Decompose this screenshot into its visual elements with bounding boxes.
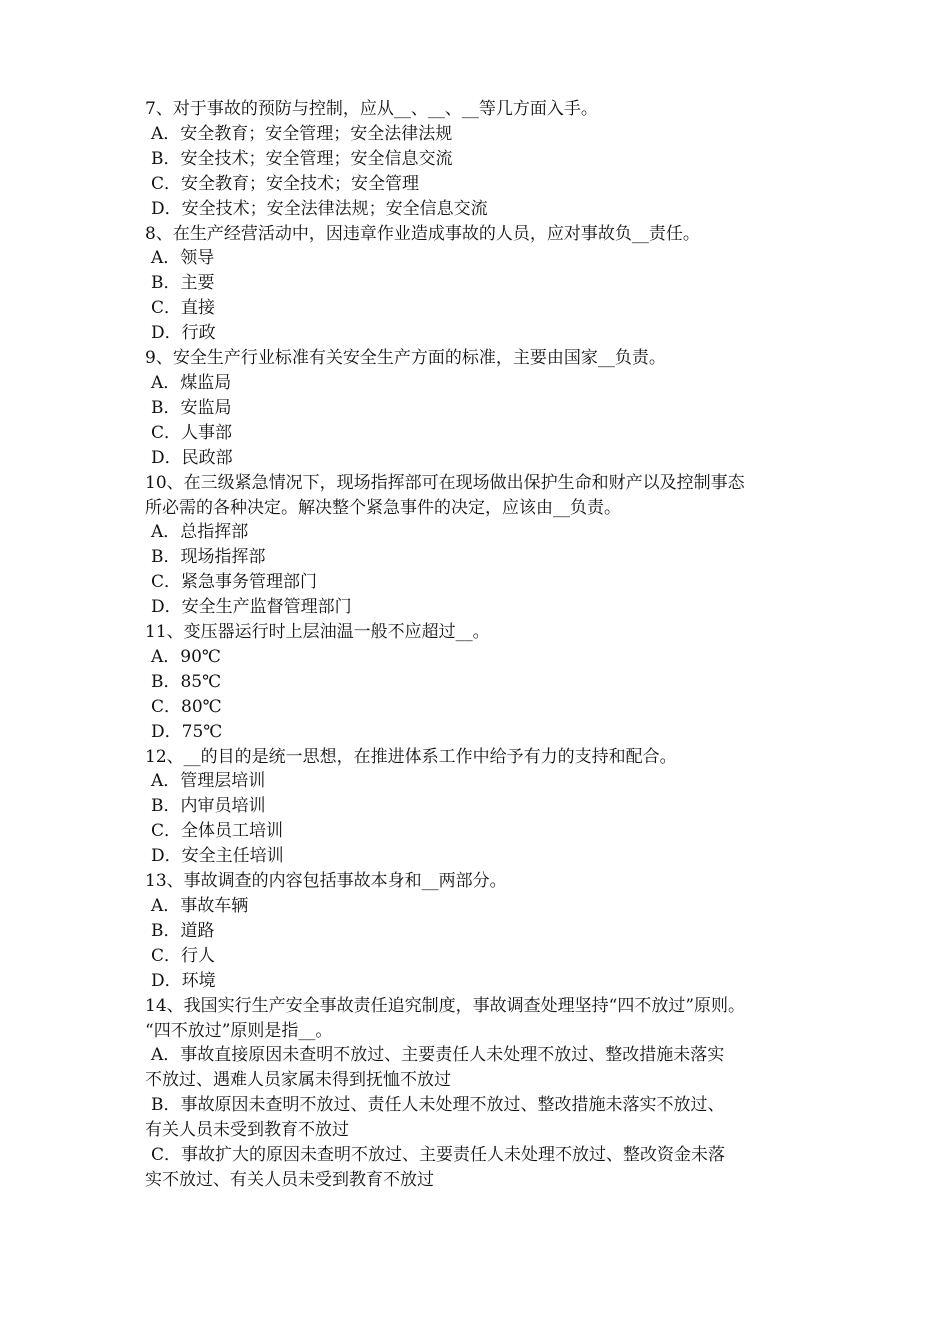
answer-option: B．安监局 (151, 397, 232, 418)
question-block (145, 222, 815, 347)
answer-option: D．环境 (151, 970, 216, 991)
answer-option: A．事故直接原因未查明不放过、主要责任人未处理不放过、整改措施未落实 (151, 1045, 725, 1066)
answer-option: D．安全主任培训 (151, 846, 284, 867)
question-block (145, 994, 815, 1193)
answer-option: D．75℃ (151, 721, 223, 742)
question-stem: 10、在三级紧急情况下，现场指挥部可在现场做出保护生命和财产以及控制事态 (145, 472, 745, 493)
question-stem: 13、事故调查的内容包括事故本身和__两部分。 (145, 871, 507, 892)
answer-option: A．总指挥部 (151, 522, 249, 543)
answer-option: 不放过、遇难人员家属未得到抚恤不放过 (145, 1070, 451, 1091)
answer-option: A．管理层培训 (151, 771, 266, 792)
answer-option: D．民政部 (151, 447, 233, 468)
answer-option: C．人事部 (151, 422, 233, 443)
question-stem: 12、__的目的是统一思想，在推进体系工作中给予有力的支持和配合。 (145, 746, 677, 767)
question-block (145, 745, 815, 870)
answer-option: A．煤监局 (151, 372, 232, 393)
answer-option: A．事故车辆 (151, 896, 249, 916)
answer-option: D．安全生产监督管理部门 (151, 597, 352, 618)
answer-option: B．道路 (151, 920, 215, 941)
question-stem: 8、在生产经营活动中，因违章作业造成事故的人员，应对事故负__责任。 (145, 223, 700, 244)
answer-option: A．90℃ (151, 646, 221, 667)
question-stem: 7、对于事故的预防与控制，应从__、__、__等几方面入手。 (145, 99, 598, 119)
answer-option: C．全体员工培训 (151, 821, 284, 842)
question-stem: 14、我国实行生产安全事故责任追究制度，事故调查处理坚持“四不放过”原则。 (145, 995, 746, 1016)
answer-option: 实不放过、有关人员未受到教育不放过 (145, 1169, 434, 1190)
answer-option: A．领导 (151, 248, 215, 269)
answer-option: C．紧急事务管理部门 (151, 572, 318, 593)
answer-option: C．安全教育；安全技术；安全管理 (151, 173, 420, 194)
answer-option: D．安全技术；安全法律法规；安全信息交流 (151, 198, 488, 219)
question-block (145, 620, 815, 745)
answer-option: C．80℃ (151, 696, 222, 717)
answer-option: 有关人员未受到教育不放过 (145, 1120, 349, 1141)
answer-option: B．内审员培训 (151, 796, 266, 817)
question-stem: “四不放过”原则是指__。 (145, 1020, 333, 1041)
question-stem: 9、安全生产行业标准有关安全生产方面的标准，主要由国家__负责。 (145, 348, 666, 369)
answer-option: C．行人 (151, 945, 216, 966)
answer-option: B．85℃ (151, 671, 222, 692)
answer-option: C．直接 (151, 298, 216, 319)
answer-option: C．事故扩大的原因未查明不放过、主要责任人未处理不放过、整改资金未落 (151, 1145, 726, 1166)
answer-option: D．行政 (151, 323, 216, 344)
question-block (145, 869, 815, 994)
question-block (145, 471, 815, 620)
answer-option: B．主要 (151, 273, 215, 294)
answer-option: A．安全教育；安全管理；安全法律法规 (151, 123, 453, 144)
answer-option: B．现场指挥部 (151, 547, 266, 568)
answer-option: B．安全技术；安全管理；安全信息交流 (151, 148, 453, 169)
question-stem: 11、变压器运行时上层油温一般不应超过__。 (145, 622, 490, 643)
question-stem: 所必需的各种决定。解决整个紧急事件的决定，应该由__负责。 (145, 497, 621, 518)
question-block (145, 97, 815, 222)
answer-option: B．事故原因未查明不放过、责任人未处理不放过、整改措施未落实不放过、 (151, 1095, 725, 1116)
question-block (145, 346, 815, 471)
document-page (145, 97, 815, 1193)
